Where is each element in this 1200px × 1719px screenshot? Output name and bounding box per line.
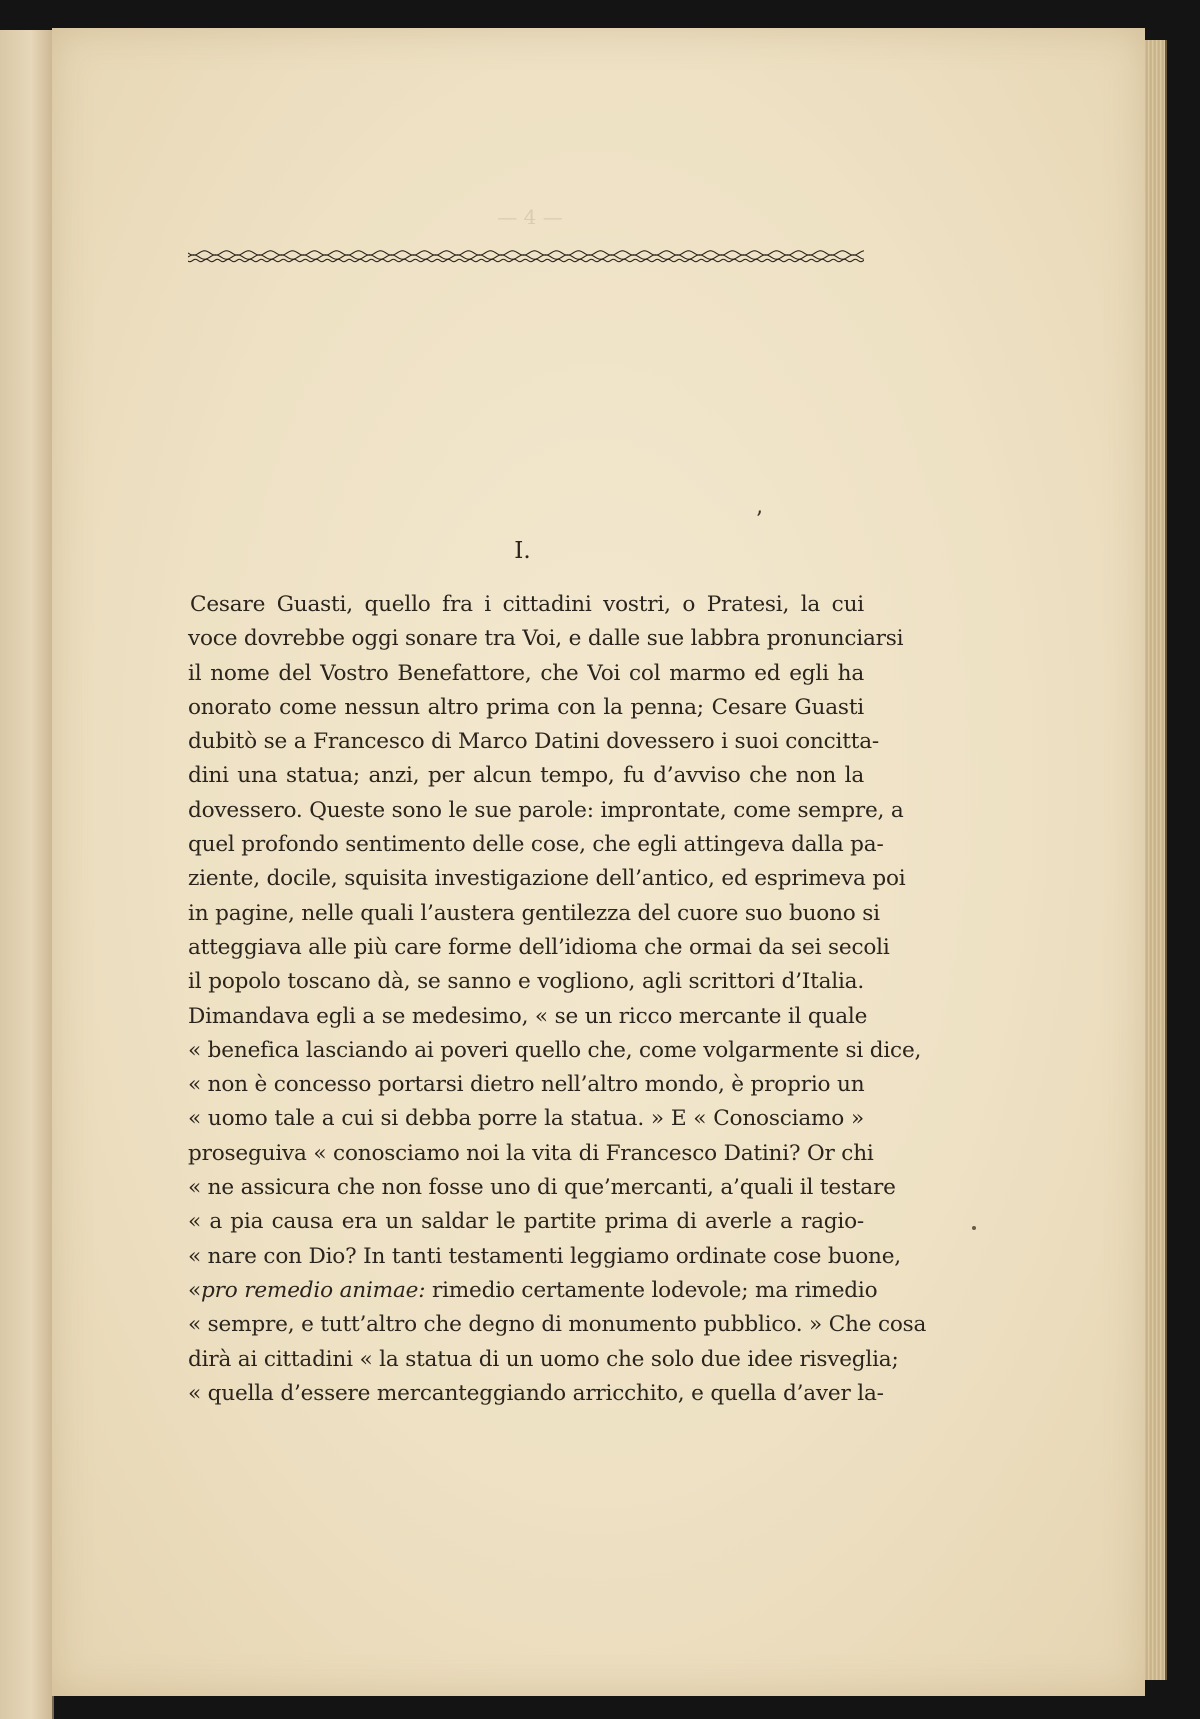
latin-phrase: pro remedio animae:: [201, 1277, 426, 1303]
body-paragraph: [188, 588, 927, 1411]
text-line: quel profondo sentimento delle cose, che egli attingeva dalla pa-: [188, 832, 884, 858]
text-line: « quella d’essere mercanteggiando arricchito, e quella d’aver la-: [188, 1380, 884, 1406]
text-line: « a pia causa era un saldar le partite prima di averle a ragio-: [188, 1209, 864, 1235]
text-line: « uomo tale a cui si debba porre la statua. » E « Conosciamo »: [188, 1106, 864, 1132]
text-line: Dimandava egli a se medesimo, « se un ricco mercante il quale: [188, 1003, 868, 1029]
text-line: onorato come nessun altro prima con la penna; Cesare Guasti: [188, 694, 864, 720]
text-line: il nome del Vostro Benefattore, che Voi col marmo ed egli ha: [188, 660, 864, 686]
text-line: proseguiva « conosciamo noi la vita di Francesco Datini? Or chi: [188, 1140, 874, 1166]
text-line: il popolo toscano dà, se sanno e vogliono, agli scrittori d’Italia.: [188, 969, 864, 995]
text-line: atteggiava alle più care forme dell’idioma che ormai da sei secoli: [188, 934, 890, 960]
bleed-through-page-number: — 4 —: [497, 205, 563, 229]
text-line: dirà ai cittadini « la statua di un uomo che solo due idee risveglia;: [188, 1346, 899, 1372]
section-number: I.: [514, 538, 531, 564]
text-line: « benefica lasciando ai poveri quello che, come volgarmente si dice,: [188, 1037, 922, 1063]
text-line: in pagine, nelle quali l’austera gentilezza del cuore suo buono si: [188, 900, 880, 926]
text-line: «pro remedio animae: rimedio certamente lodevole; ma rimedio: [188, 1277, 878, 1303]
text-line: « sempre, e tutt’altro che degno di monumento pubblico. » Che cosa: [188, 1312, 927, 1338]
text-line: « ne assicura che non fosse uno di que’mercanti, a’quali il testare: [188, 1175, 896, 1201]
stray-ink-mark: ʼ: [755, 508, 762, 533]
text-line: « nare con Dio? In tanti testamenti leggiamo ordinate cose buone,: [188, 1243, 901, 1269]
text-line: dubitò se a Francesco di Marco Datini dovessero i suoi concitta-: [188, 729, 879, 755]
text-line: dovessero. Queste sono le sue parole: improntate, come sempre, a: [188, 797, 904, 823]
page-stack-edge: [1145, 40, 1167, 1680]
wavy-rule-ornament: [188, 248, 864, 264]
text-line: ziente, docile, squisita investigazione dell’antico, ed esprimeva poi: [188, 866, 906, 892]
text-line: voce dovrebbe oggi sonare tra Voi, e dalle sue labbra pronunciarsi: [188, 626, 904, 652]
stray-ink-dot: [972, 1226, 976, 1230]
text-line: « non è concesso portarsi dietro nell’altro mondo, è proprio un: [188, 1072, 865, 1098]
text-line: dini una statua; anzi, per alcun tempo, fu d’avviso che non la: [188, 763, 864, 789]
left-page-edge: [0, 30, 54, 1719]
text-line: Cesare Guasti, quello fra i cittadini vostri, o Pratesi, la cui: [190, 592, 864, 617]
